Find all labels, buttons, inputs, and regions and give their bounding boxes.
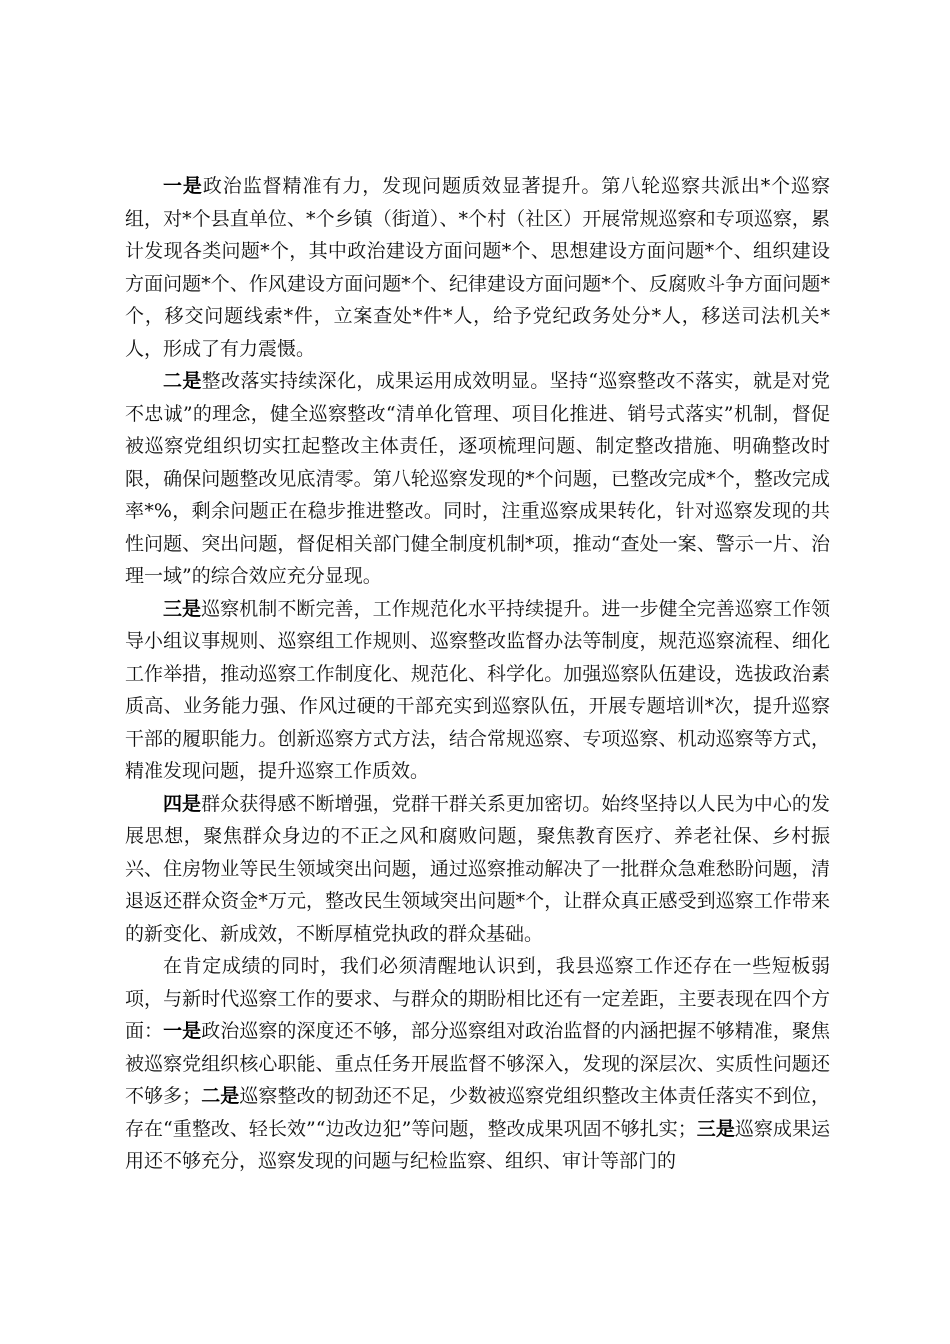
paragraph-lead: 三是 <box>163 597 202 620</box>
paragraph-lead: 二是 <box>201 1085 240 1107</box>
paragraph-4 <box>125 788 830 951</box>
paragraph-text: 在肯定成绩的同时，我们必须清醒地认识到，我县巡察工作还存在一些短板弱项，与新时代巡察工作的要求、与群众的期盼相比还有一定差距，主要表现在四个方面： <box>125 955 830 1042</box>
paragraph-lead: 一是 <box>163 1020 202 1042</box>
paragraph-lead: 四是 <box>163 792 202 815</box>
paragraph-3 <box>125 593 830 788</box>
paragraph-lead: 三是 <box>696 1117 735 1140</box>
paragraph-text: 政治巡察的深度还不够，部分巡察组对政治监督的内涵把握不够精准，聚焦被巡察党组织核心职能、重点任务开展监督不够深入，发现的深层次、实质性问题还不够多； <box>125 1020 830 1107</box>
paragraph-text: 巡察机制不断完善，工作规范化水平持续提升。进一步健全完善巡察工作领导小组议事规则、巡察组工作规则、巡察整改监督办法等制度，规范巡察流程、细化工作举措，推动巡察工作制度化、规范化、科学化。加强巡察队伍建设，选拔政治素质高、业务能力强、作风过硬的干部充实到巡察队伍，开展专题培训*次，提升巡察干部的履职能力。创新巡察方式方法，结合常规巡察、专项巡察、机动巡察等方式，精准发现问题，提升巡察工作质效。 <box>125 597 830 782</box>
document-body <box>125 170 830 1178</box>
paragraph-text: 政治监督精准有力，发现问题质效显著提升。第八轮巡察共派出*个巡察组，对*个县直单位、*个乡镇（街道）、*个村（社区）开展常规巡察和专项巡察，累计发现各类问题*个，其中政治建设方面问题*个、思想建设方面问题*个、组织建设方面问题*个、作风建设方面问题*个、纪律建设方面问题*个、反腐败斗争方面问题*个，移交问题线索*件，立案查处*件*人，给予党纪政务处分*人，移送司法机关*人，形成了有力震慑。 <box>125 175 830 360</box>
paragraph-text: 整改落实持续深化，成果运用成效明显。坚持“巡察整改不落实，就是对党不忠诚”的理念，健全巡察整改“清单化管理、项目化推进、销号式落实”机制，督促被巡察党组织切实扛起整改主体责任，逐项梳理问题、制定整改措施、明确整改时限，确保问题整改见底清零。第八轮巡察发现的*个问题，已整改完成*个，整改完成率*%，剩余问题正在稳步推进整改。同时，注重巡察成果转化，针对巡察发现的共性问题、突出问题，督促相关部门健全制度机制*项，推动“查处一案、警示一片、治理一域”的综合效应充分显现。 <box>125 370 830 587</box>
paragraph-lead: 二是 <box>163 370 202 392</box>
paragraph-text: 巡察整改的韧劲还不足，少数被巡察党组织整改主体责任落实不到位，存在“重整改、轻长效”“边改边犯”等问题，整改成果巩固不够扎实； <box>125 1085 830 1140</box>
paragraph-2 <box>125 365 830 593</box>
paragraph-text: 巡察成果运用还不够充分，巡察发现的问题与纪检监察、组织、审计等部门的 <box>125 1117 830 1172</box>
paragraph-5 <box>125 950 830 1178</box>
paragraph-1 <box>125 170 830 365</box>
paragraph-lead: 一是 <box>163 175 203 197</box>
paragraph-text: 群众获得感不断增强，党群干群关系更加密切。始终坚持以人民为中心的发展思想，聚焦群众身边的不正之风和腐败问题，聚焦教育医疗、养老社保、乡村振兴、住房物业等民生领域突出问题，通过巡察推动解决了一批群众急难愁盼问题，清退返还群众资金*万元，整改民生领域突出问题*个，让群众真正感受到巡察工作带来的新变化、新成效，不断厚植党执政的群众基础。 <box>125 792 830 945</box>
